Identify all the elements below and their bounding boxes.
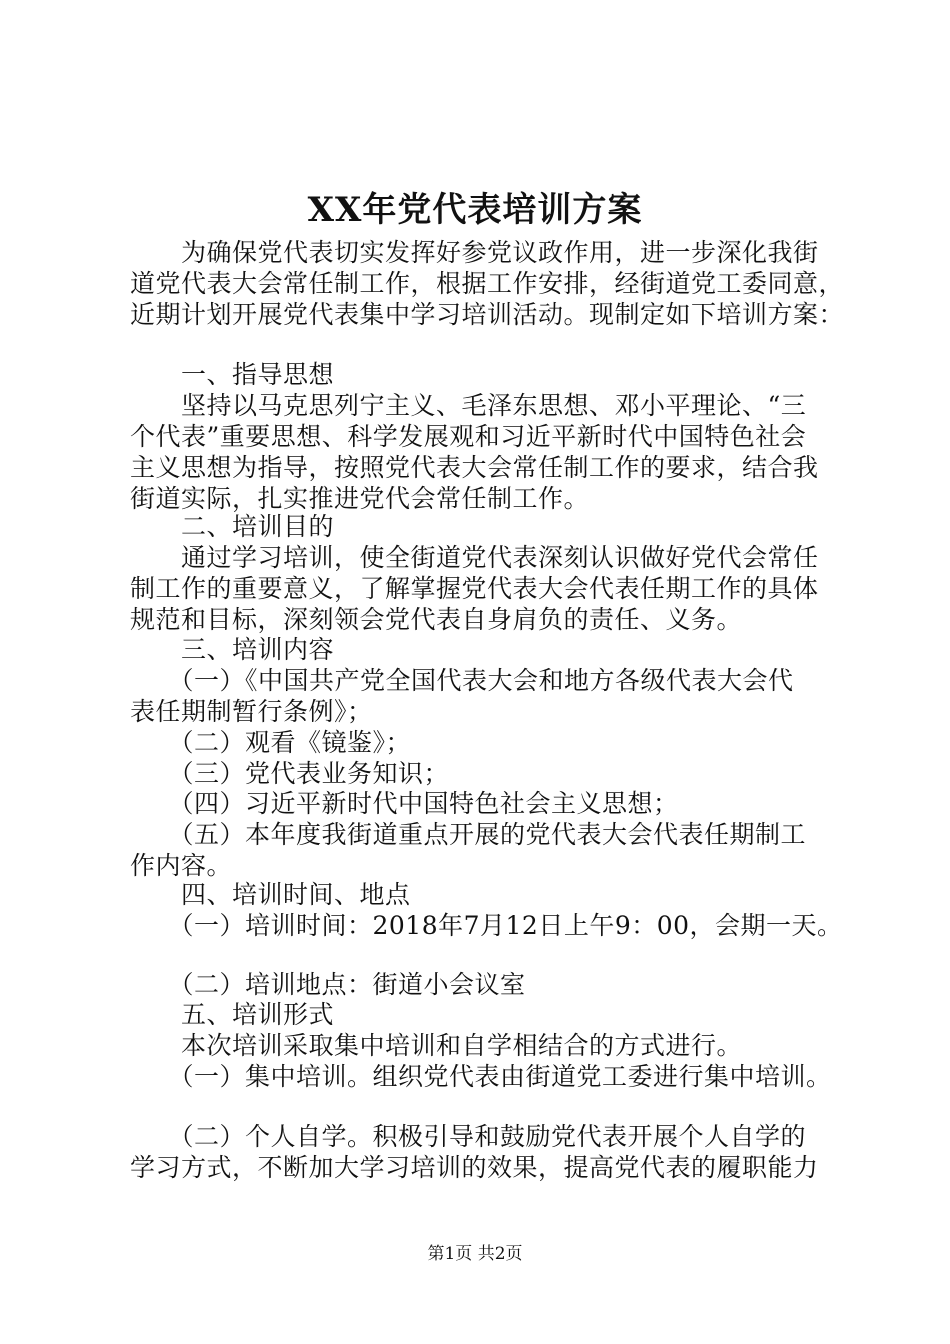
section-heading: 二、培训目的 [130, 512, 335, 541]
body-line: 规范和目标，深刻领会党代表自身肩负的责任、义务。 [130, 605, 743, 634]
list-item: （三）党代表业务知识； [130, 759, 450, 788]
document-title: XX年党代表培训方案 [307, 190, 643, 230]
page-number: 第1页 共2页 [427, 1244, 523, 1264]
section-heading: 三、培训内容 [130, 635, 335, 664]
body-line: 本次培训采取集中培训和自学相结合的方式进行。 [130, 1031, 743, 1060]
body-line: 主义思想为指导，按照党代表大会常任制工作的要求，结合我 [130, 453, 819, 482]
list-item: （一）《中国共产党全国代表大会和地方各级代表大会代 [130, 666, 794, 695]
section-heading: 四、培训时间、地点 [130, 880, 411, 909]
section-heading: 一、指导思想 [130, 360, 335, 389]
list-item: （一）集中培训。组织党代表由街道党工委进行集中培训。 [130, 1062, 832, 1091]
list-item: （二）观看《镜鉴》； [130, 728, 412, 757]
list-item: （二）培训地点：街道小会议室 [130, 970, 526, 999]
body-line: 个代表”重要思想、科学发展观和习近平新时代中国特色社会 [130, 422, 807, 451]
list-item-continuation: 表任期制暂行条例》； [130, 697, 373, 726]
list-item: （四）习近平新时代中国特色社会主义思想； [130, 789, 679, 818]
list-item: （五）本年度我街道重点开展的党代表大会代表任期制工 [130, 820, 807, 849]
list-item-continuation: 学习方式，不断加大学习培训的效果，提高党代表的履职能力 [130, 1153, 819, 1182]
section-heading: 五、培训形式 [130, 1000, 335, 1029]
body-line: 通过学习培训，使全街道党代表深刻认识做好党代会常任 [130, 543, 819, 572]
list-item: （二）个人自学。积极引导和鼓励党代表开展个人自学的 [130, 1122, 807, 1151]
body-line: 制工作的重要意义，了解掌握党代表大会代表任期工作的具体 [130, 574, 819, 603]
body-line: 坚持以马克思列宁主义、毛泽东思想、邓小平理论、“三 [130, 391, 807, 420]
body-line: 近期计划开展党代表集中学习培训活动。现制定如下培训方案： [130, 300, 845, 329]
body-line: 街道实际，扎实推进党代会常任制工作。 [130, 484, 590, 513]
list-item-continuation: 作内容。 [130, 851, 233, 880]
body-line: 道党代表大会常任制工作，根据工作安排，经街道党工委同意， [130, 269, 845, 298]
list-item: （一）培训时间：2018年7月12日上午9：00，会期一天。 [130, 911, 843, 940]
body-line: 为确保党代表切实发挥好参党议政作用，进一步深化我街 [130, 238, 819, 267]
